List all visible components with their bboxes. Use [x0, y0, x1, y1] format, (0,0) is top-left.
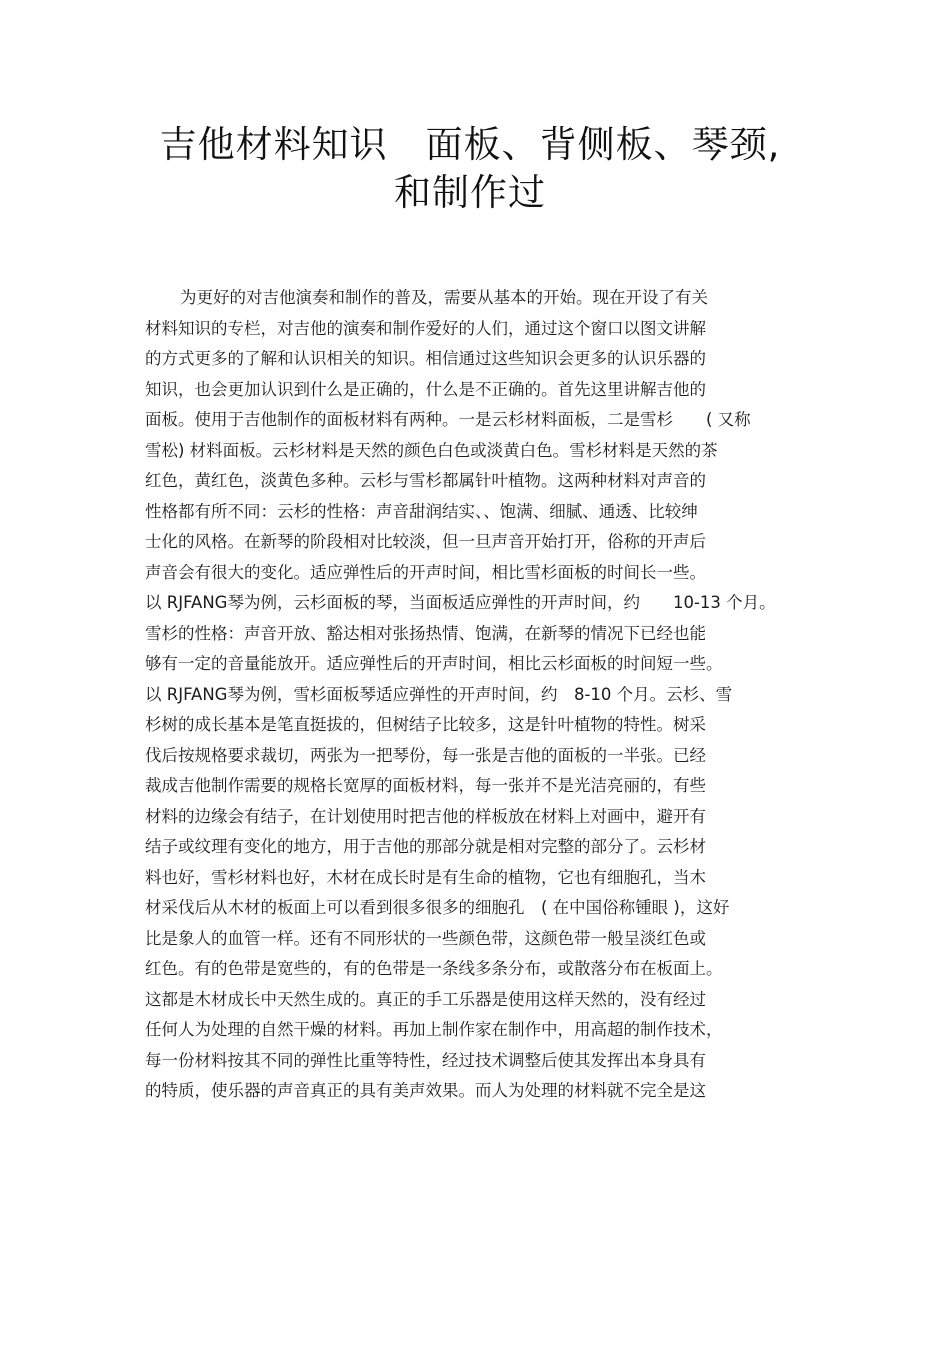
line-text: 的特质，使乐器的声音真正的具有美声效果。而人为处理的材料就不完全是这	[145, 1081, 706, 1100]
paragraph-line	[0, 558, 950, 589]
line-text: 红色，黄红色，淡黄色多种。云杉与雪杉都属针叶植物。这两种材料对声音的	[145, 471, 706, 490]
line-text: 材料的边缘会有结子，在计划使用时把吉他的样板放在材料上对画中，避开有	[145, 806, 706, 826]
line-text: 任何人为处理的自然干燥的材料。再加上制作家在制作中，用高超的制作技术，	[145, 1020, 723, 1039]
paragraph-line	[0, 985, 950, 1016]
line-text: 杉树的成长基本是笔直挺拔的，但树结子比较多，这是针叶植物的特性。树采	[145, 715, 706, 734]
paragraph-line	[0, 588, 950, 619]
paragraph-line	[0, 954, 950, 985]
line-text: 以 RJFANG琴为例，雪杉面板琴适应弹性的开声时间，约 8-10 个月。云杉、雪	[145, 684, 733, 704]
line-text: 伐后按规格要求裁切，两张为一把琴份，每一张是吉他的面板的一半张。已经	[145, 745, 706, 765]
line-text: 这都是木材成长中天然生成的。真正的手工乐器是使用这样天然的，没有经过	[145, 989, 706, 1009]
line-text: 以 RJFANG琴为例，云杉面板的琴，当面板适应弹性的开声时间，约 10-13 个月。	[145, 593, 776, 612]
line-text: 士化的风格。在新琴的阶段相对比较淡，但一旦声音开始打开，俗称的开声后	[145, 532, 706, 551]
line-text: 结子或纹理有变化的地方，用于吉他的那部分就是相对完整的部分了。云杉材	[145, 837, 706, 856]
paragraph-line	[0, 649, 950, 680]
line-text: 材采伐后从木材的板面上可以看到很多很多的细胞孔 ( 在中国俗称锺眼 )，这好	[145, 898, 730, 917]
paragraph-line	[0, 802, 950, 833]
paragraph-line	[0, 344, 950, 375]
line-text: 够有一定的音量能放开。适应弹性后的开声时间，相比云杉面板的时间短一些。	[145, 654, 723, 673]
paragraph-line	[0, 1046, 950, 1077]
paragraph-line	[0, 1076, 950, 1107]
paragraph-line	[0, 893, 950, 924]
paragraph-line	[0, 405, 950, 436]
paragraph-line	[0, 741, 950, 772]
paragraph-line	[0, 375, 950, 406]
line-text: 红色。有的色带是宽些的，有的色带是一条线多条分布，或散落分布在板面上。	[145, 959, 723, 978]
paragraph-line	[0, 497, 950, 528]
paragraph-line	[0, 619, 950, 650]
line-text: 的方式更多的了解和认识相关的知识。相信通过这些知识会更多的认识乐器的	[145, 349, 706, 368]
line-text: 面板。使用于吉他制作的面板材料有两种。一是云杉材料面板，二是雪杉 ( 又称	[145, 410, 751, 429]
paragraph-line	[0, 283, 950, 314]
line-text: 比是象人的血管一样。还有不同形状的一些颜色带，这颜色带一般呈淡红色或	[145, 928, 706, 948]
line-text: 知识，也会更加认识到什么是正确的，什么是不正确的。首先这里讲解吉他的	[145, 379, 706, 399]
paragraph-line	[0, 436, 950, 467]
line-text: 裁成吉他制作需要的规格长宽厚的面板材料，每一张并不是光洁亮丽的，有些	[145, 776, 706, 795]
line-text: 声音会有很大的变化。适应弹性后的开声时间，相比雪杉面板的时间长一些。	[145, 562, 706, 582]
line-text: 雪杉的性格：声音开放、豁达相对张扬热情、饱满，在新琴的情况下已经也能	[145, 623, 706, 643]
paragraph-line	[0, 314, 950, 345]
paragraph-line	[0, 863, 950, 894]
line-text: 材料知识的专栏，对吉他的演奏和制作爱好的人们，通过这个窗口以图文讲解	[145, 318, 706, 338]
line-text: 性格都有所不同：云杉的性格：声音甜润结实、、饱满、细腻、通透、比较绅	[145, 501, 698, 521]
paragraph-line	[0, 832, 950, 863]
line-text: 每一份材料按其不同的弹性比重等特性，经过技术调整后使其发挥出本身具有	[145, 1050, 706, 1070]
paragraph-line	[0, 924, 950, 955]
document-title-line-1: 吉他材料知识 面板、背侧板、琴颈,	[159, 123, 781, 166]
paragraph-line	[0, 710, 950, 741]
paragraph-line	[0, 771, 950, 802]
paragraph-line	[0, 527, 950, 558]
document-title-line-2: 和制作过	[394, 171, 546, 214]
line-text: 为更好的对吉他演奏和制作的普及，需要从基本的开始。现在开设了有关	[180, 288, 708, 307]
line-text: 料也好，雪杉材料也好，木材在成长时是有生命的植物，它也有细胞孔，当木	[145, 867, 706, 887]
paragraph-line	[0, 680, 950, 711]
paragraph-line	[0, 466, 950, 497]
paragraph-line	[0, 1015, 950, 1046]
line-text: 雪松) 材料面板。云杉材料是天然的颜色白色或淡黄白色。雪杉材料是天然的茶	[145, 440, 718, 460]
document-body	[0, 283, 950, 1107]
